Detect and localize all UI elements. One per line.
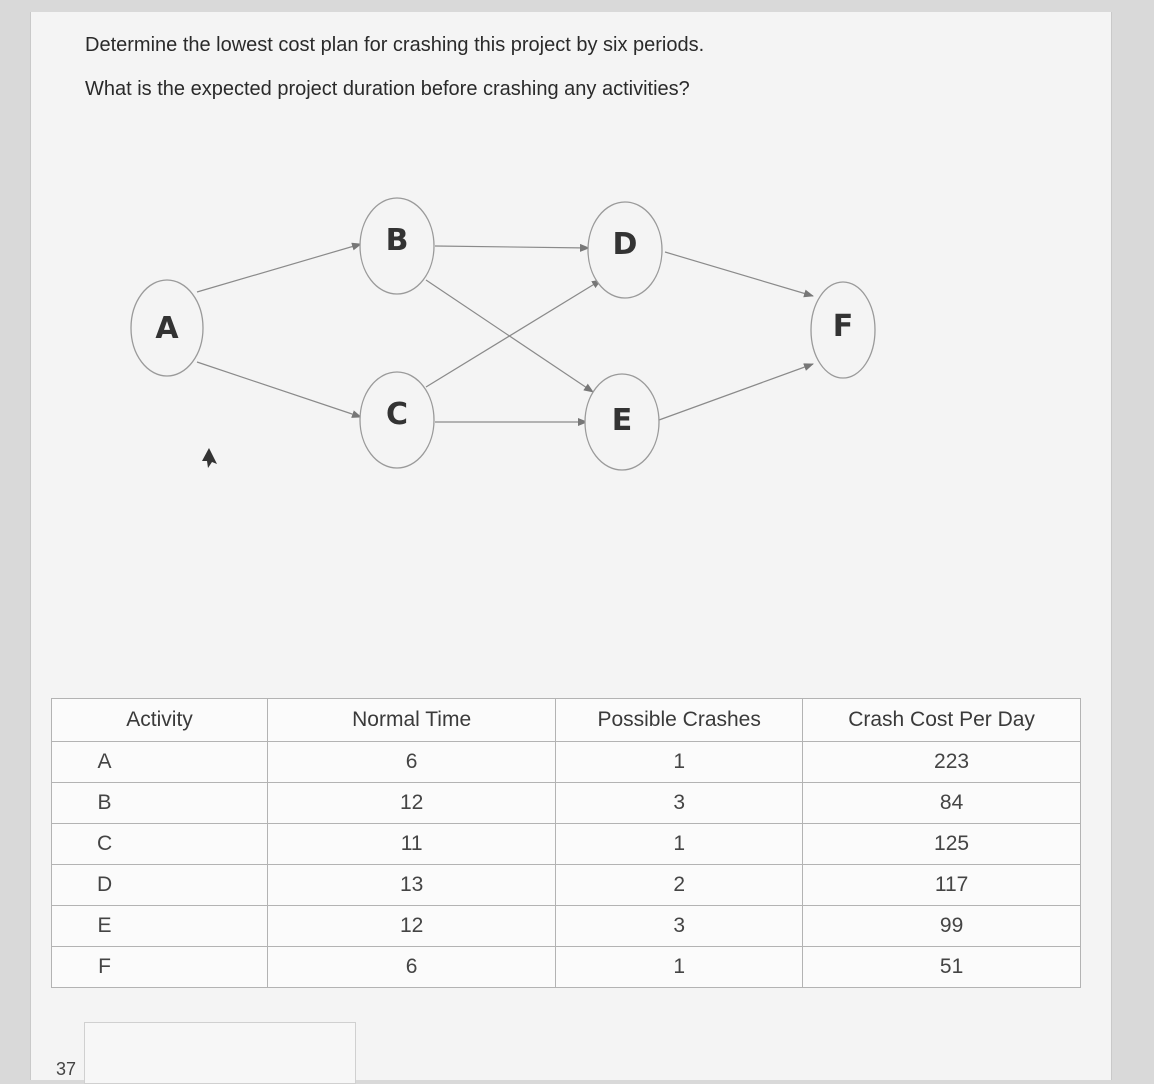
- table-row: [52, 783, 1081, 824]
- question-number: 37: [56, 1059, 77, 1079]
- question-text-duration: What is the expected project duration before crashing any activities?: [85, 78, 690, 100]
- cell-possible-crashes: 1: [556, 742, 803, 783]
- table-header-row: [52, 699, 1081, 742]
- header-crash-cost: Crash Cost Per Day: [803, 699, 1081, 742]
- header-possible-crashes: Possible Crashes: [556, 699, 803, 742]
- cell-crash-cost: 223: [803, 742, 1081, 783]
- node-label-c: C: [385, 397, 409, 432]
- answer-input-box[interactable]: [84, 1022, 356, 1084]
- table-row: [52, 906, 1081, 947]
- cell-activity: A: [52, 742, 268, 783]
- node-label-b: B: [385, 223, 409, 258]
- question-text-crashing: Determine the lowest cost plan for crashing this project by six periods.: [85, 34, 705, 56]
- edge-a-c: [197, 362, 361, 417]
- cell-activity: F: [52, 947, 268, 988]
- cell-possible-crashes: 3: [556, 783, 803, 824]
- node-label-e: E: [611, 403, 633, 438]
- cell-possible-crashes: 2: [556, 865, 803, 906]
- cell-crash-cost: 117: [803, 865, 1081, 906]
- cell-crash-cost: 125: [803, 824, 1081, 865]
- cell-possible-crashes: 1: [556, 824, 803, 865]
- cell-normal-time: 6: [268, 742, 556, 783]
- mouse-cursor-icon: [202, 448, 217, 468]
- cell-crash-cost: 99: [803, 906, 1081, 947]
- cell-crash-cost: 84: [803, 783, 1081, 824]
- edge-a-b: [197, 244, 361, 292]
- edge-b-d: [435, 246, 589, 248]
- activity-table: [51, 698, 1081, 988]
- cell-activity: D: [52, 865, 268, 906]
- cell-activity: E: [52, 906, 268, 947]
- cell-normal-time: 12: [268, 906, 556, 947]
- cell-activity: C: [52, 824, 268, 865]
- cell-normal-time: 11: [268, 824, 556, 865]
- table-row: [52, 824, 1081, 865]
- table-row: [52, 742, 1081, 783]
- edge-e-f: [659, 364, 813, 420]
- cell-possible-crashes: 1: [556, 947, 803, 988]
- table-row: [52, 947, 1081, 988]
- cell-activity: B: [52, 783, 268, 824]
- cell-possible-crashes: 3: [556, 906, 803, 947]
- header-activity: Activity: [52, 699, 268, 742]
- cell-normal-time: 6: [268, 947, 556, 988]
- node-label-f: F: [832, 309, 854, 344]
- project-network-diagram: [31, 12, 1111, 512]
- edge-d-f: [665, 252, 813, 296]
- edge-c-d: [426, 280, 601, 387]
- cell-normal-time: 13: [268, 865, 556, 906]
- cell-normal-time: 12: [268, 783, 556, 824]
- node-label-a: A: [155, 311, 179, 346]
- cell-crash-cost: 51: [803, 947, 1081, 988]
- question-page: [30, 12, 1112, 1080]
- node-label-d: D: [612, 227, 638, 262]
- header-normal-time: Normal Time: [268, 699, 556, 742]
- table-row: [52, 865, 1081, 906]
